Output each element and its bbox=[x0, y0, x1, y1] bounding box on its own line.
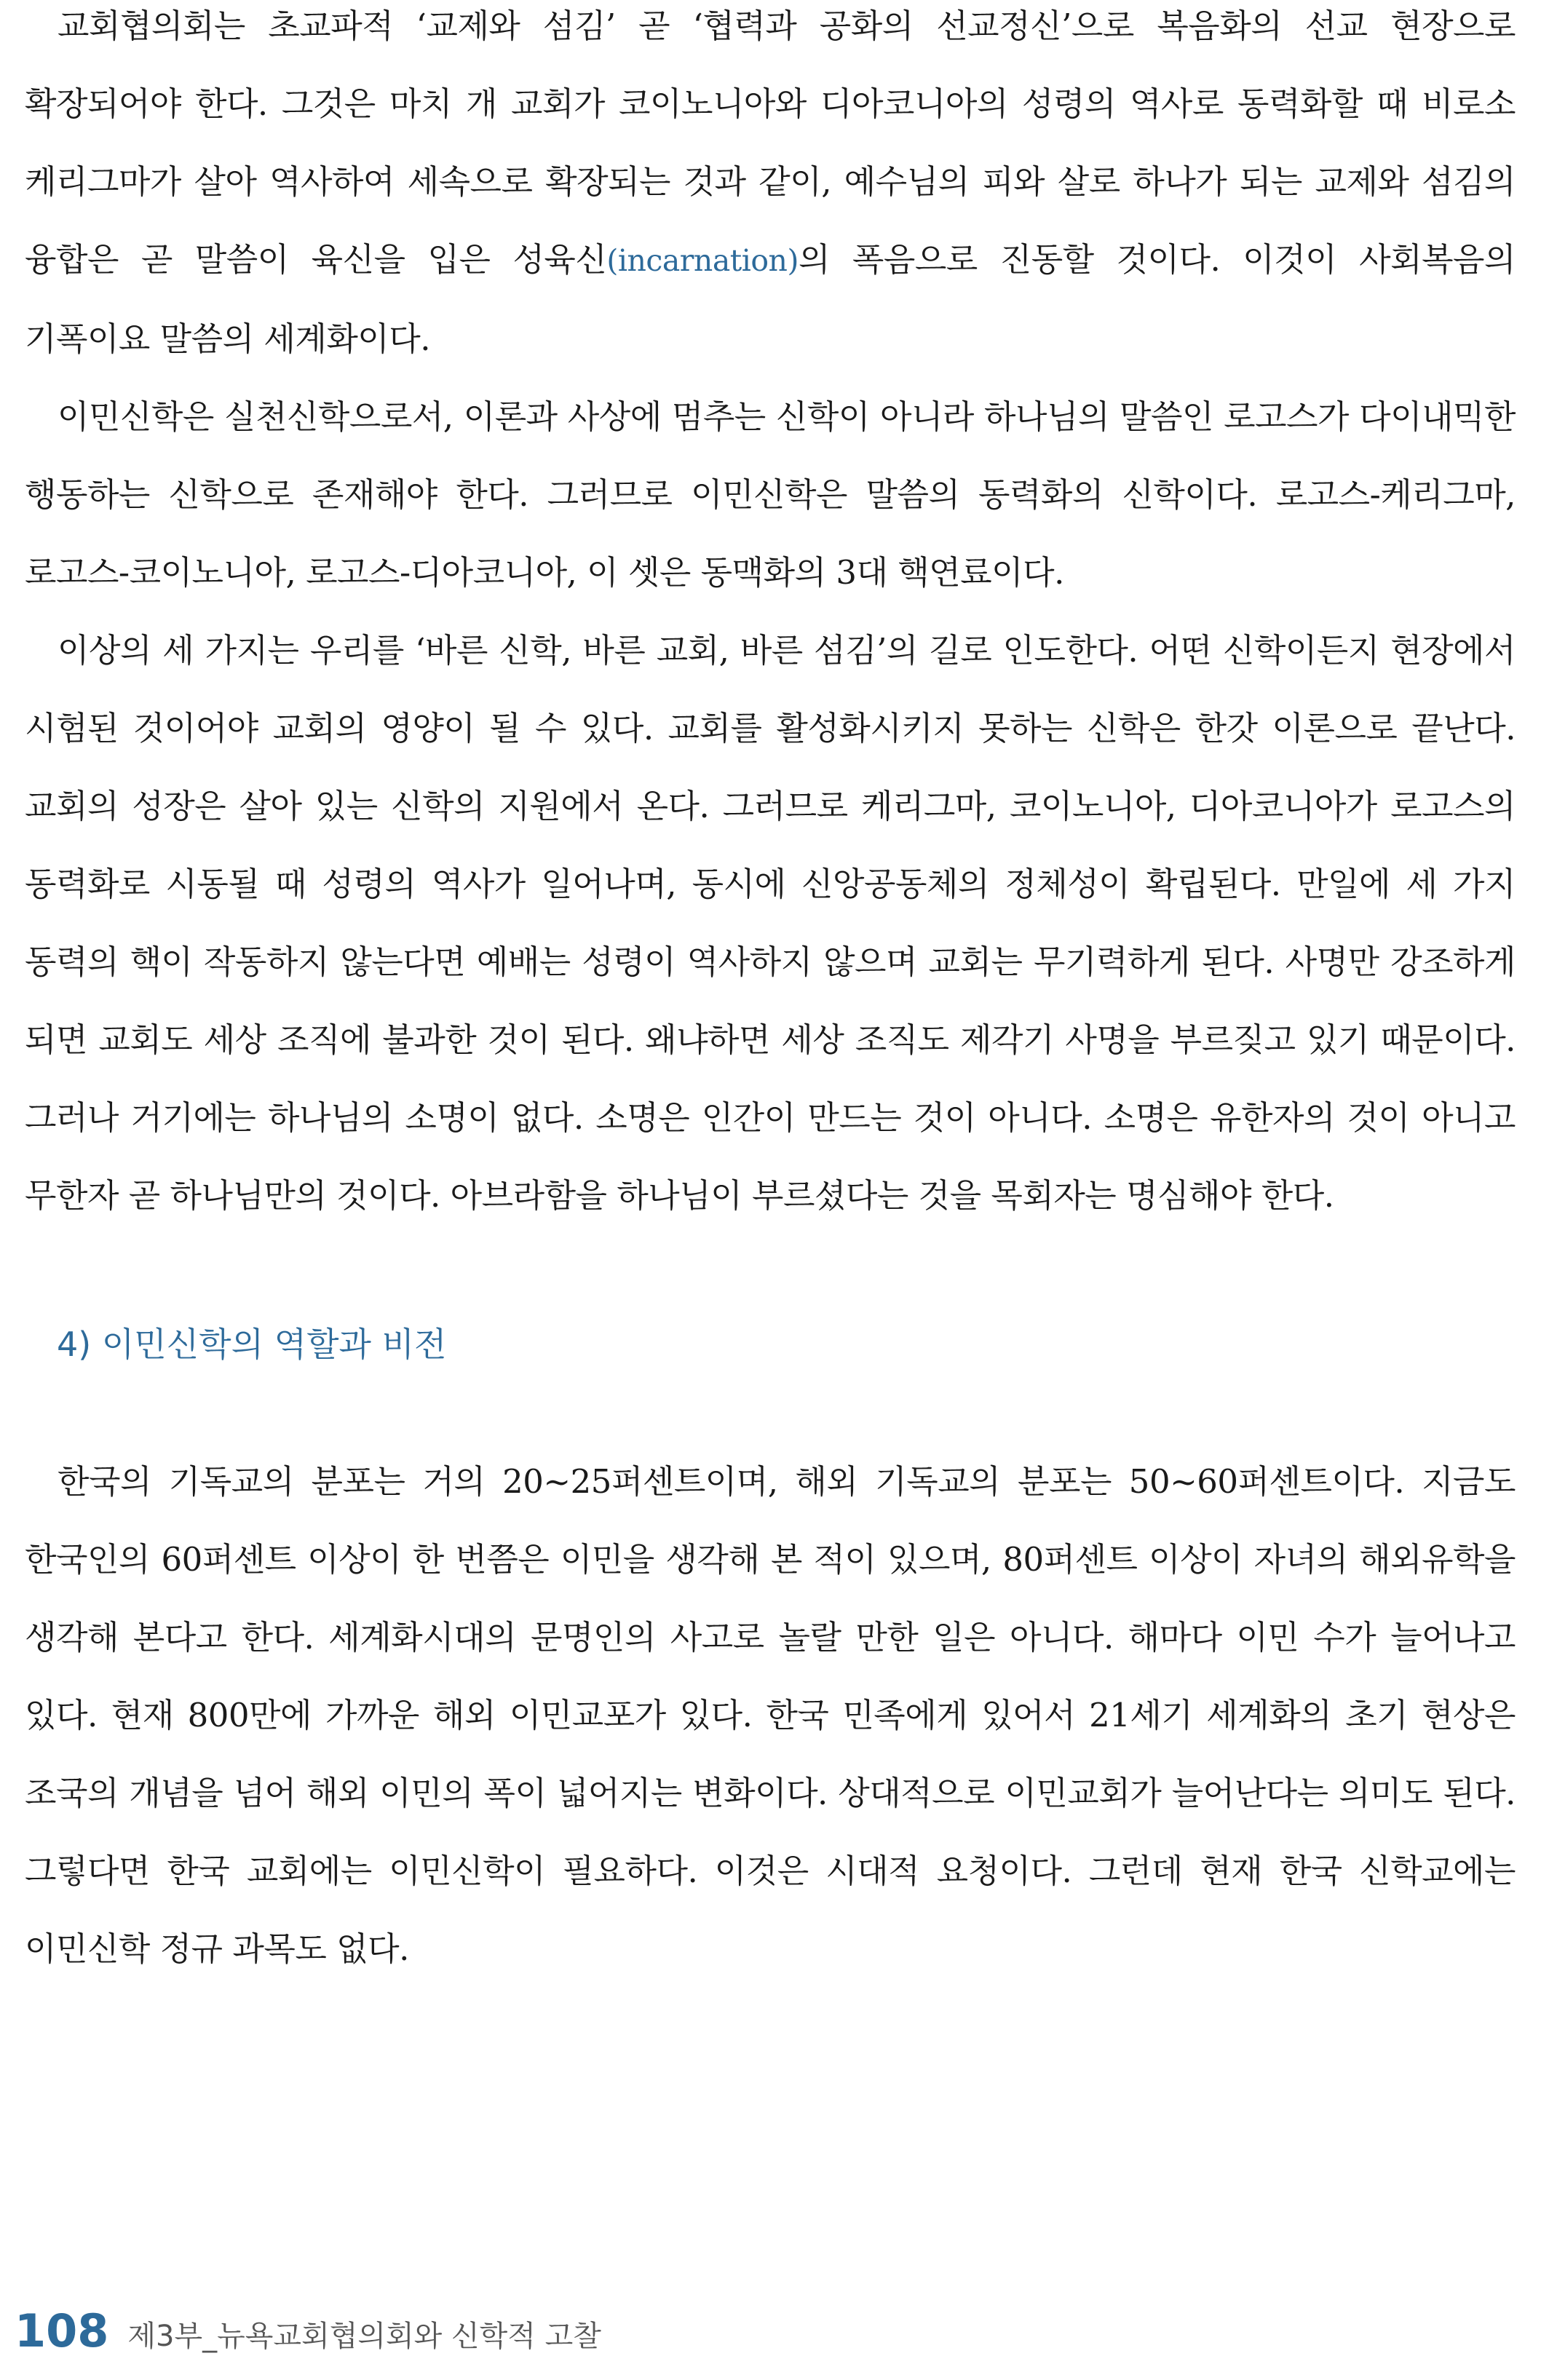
body-paragraph: 이민신학은 실천신학으로서, 이론과 사상에 멈추는 신학이 아니라 하나님의 말씀인 로고스가 다이내믹한 행동하는 신학으로 존재해야 한다. 그러므로 이민신학은 말씀의 동력화의 신학이다. 로고스-케리그마, 로고스-코이노니아, 로고스-디아코니아, 이 셋은 동맥화의 3대 핵연료이다. bbox=[25, 397, 1516, 592]
page-footer bbox=[15, 2303, 601, 2357]
body-paragraph bbox=[25, 0, 1516, 378]
english-term: (incarnation) bbox=[606, 243, 799, 278]
section-heading: 4) 이민신학의 역할과 비전 bbox=[57, 1325, 447, 1364]
body-paragraph: 한국의 기독교의 분포는 거의 20~25퍼센트이며, 해외 기독교의 분포는 50~60퍼센트이다. 지금도 한국인의 60퍼센트 이상이 한 번쯤은 이민을 생각해 본 적이 있으며, 80퍼센트 이상이 자녀의 해외유학을 생각해 본다고 한다. 세계화시대의 문명인의 사고로 놀랄 만한 일은 아니다. 해마다 이민 수가 늘어나고 있다. 현재 800만에 가까운 해외 이민교포가 있다. 한국 민족에게 있어서 21세기 세계화의 초기 현상은 조국의 개념을 넘어 해외 이민의 폭이 넓어지는 변화이다. 상대적으로 이민교회가 늘어난다는 의미도 된다. 그렇다면 한국 교회에는 이민신학이 필요하다. 이것은 시대적 요청이다. 그런데 현재 한국 신학교에는 이민신학 정규 과목도 없다. bbox=[25, 1462, 1516, 1968]
paragraph-text: 교회협의회는 초교파적 ‘교제와 섬김’ 곧 ‘협력과 공화의 선교정신’으로 복음화의 선교 현장으로 확장되어야 한다. 그것은 마치 개 교회가 코이노니아와 디아코니아의 성령의 역사로 동력화할 때 비로소 케리그마가 살아 역사하여 세속으로 확장되는 것과 같이, 예수님의 피와 살로 하나가 되는 교제와 섬김의 융합은 곧 말씀이 육신을 입은 성육신 bbox=[25, 7, 1516, 279]
running-head: 제3부_뉴욕교회협의회와 신학적 고찰 bbox=[127, 2320, 601, 2353]
body-paragraph: 이상의 세 가지는 우리를 ‘바른 신학, 바른 교회, 바른 섬김’의 길로 인도한다. 어떤 신학이든지 현장에서 시험된 것이어야 교회의 영양이 될 수 있다. 교회를 활성화시키지 못하는 신학은 한갓 이론으로 끝난다. 교회의 성장은 살아 있는 신학의 지원에서 온다. 그러므로 케리그마, 코이노니아, 디아코니아가 로고스의 동력화로 시동될 때 성령의 역사가 일어나며, 동시에 신앙공동체의 정체성이 확립된다. 만일에 세 가지 동력의 핵이 작동하지 않는다면 예배는 성령이 역사하지 않으며 교회는 무기력하게 된다. 사명만 강조하게 되면 교회도 세상 조직에 불과한 것이 된다. 왜냐하면 세상 조직도 제각기 사명을 부르짖고 있기 때문이다. 그러나 거기에는 하나님의 소명이 없다. 소명은 인간이 만드는 것이 아니다. 소명은 유한자의 것이 아니고 무한자 곧 하나님만의 것이다. 아브라함을 하나님이 부르셨다는 것을 목회자는 명심해야 한다. bbox=[25, 631, 1516, 1215]
page-number: 108 bbox=[15, 2304, 109, 2357]
paragraph-text: 의 폭음으로 진동할 것이다. 이것이 사회복음의 기폭이요 말씀의 세계화이다. bbox=[25, 240, 1516, 358]
page-body bbox=[25, 0, 1516, 1988]
